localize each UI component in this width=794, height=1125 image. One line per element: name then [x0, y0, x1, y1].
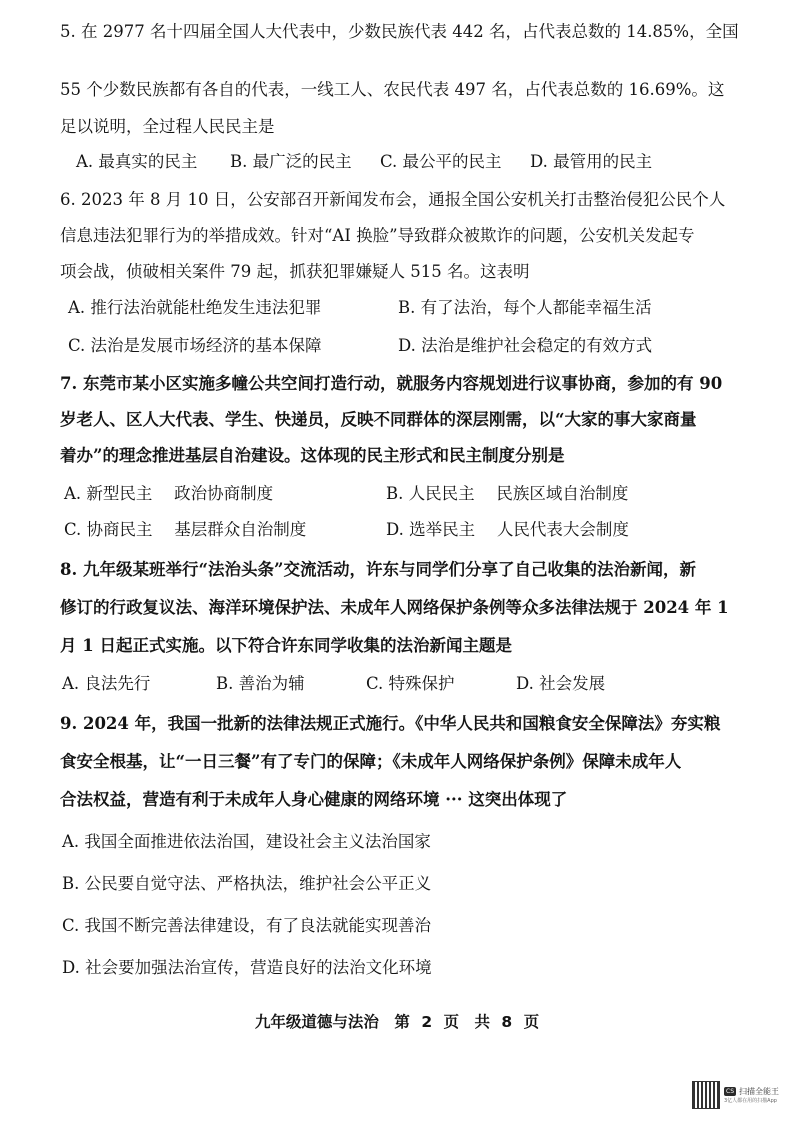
- q7-line-3: 着办”的理念推进基层自治建设。这体现的民主形式和民主制度分别是: [60, 446, 565, 465]
- q5-line-1: 5. 在 2977 名十四届全国人大代表中，少数民族代表 442 名，占代表总数的 14.85%，全国: [60, 22, 739, 41]
- q5-line-2: 55 个少数民族都有各自的代表，一线工人、农民代表 497 名，占代表总数的 16.69%。这: [60, 80, 725, 99]
- q5-option-b: B. 最广泛的民主: [230, 152, 352, 171]
- q8-option-a: A. 良法先行: [62, 674, 151, 693]
- q5-option-d: D. 最管用的民主: [530, 152, 653, 171]
- q6-option-a: A. 推行法治就能杜绝发生违法犯罪: [68, 298, 322, 317]
- q5-line-3: 足以说明，全过程人民民主是: [60, 117, 275, 136]
- q6-option-d: D. 法治是维护社会稳定的有效方式: [398, 336, 653, 355]
- q9-line-2: 食安全根基，让“一日三餐”有了专门的保障；《未成年人网络保护条例》保障未成年人: [60, 752, 682, 771]
- q9-option-b: B. 公民要自觉守法、严格执法，维护社会公平正义: [62, 874, 432, 893]
- page-footer: 九年级道德与法治 第 2 页 共 8 页: [254, 1013, 540, 1031]
- q6-option-c: C. 法治是发展市场经济的基本保障: [68, 336, 322, 355]
- scanner-tagline: 3亿人都在用的扫描App: [724, 1098, 777, 1104]
- scanner-brand-label: 扫描全能王: [739, 1087, 779, 1096]
- q8-line-1: 8. 九年级某班举行“法治头条”交流活动，许东与同学们分享了自己收集的法治新闻，新: [60, 560, 696, 579]
- q5-option-c: C. 最公平的民主: [380, 152, 502, 171]
- q7-option-d: D. 选举民主 人民代表大会制度: [386, 520, 629, 539]
- q5-option-a: A. 最真实的民主: [76, 152, 198, 171]
- q7-option-b: B. 人民民主 民族区域自治制度: [386, 484, 629, 503]
- q9-option-d: D. 社会要加强法治宣传，营造良好的法治文化环境: [62, 958, 432, 977]
- qr-code-icon: [692, 1081, 720, 1109]
- scanner-watermark: [692, 1080, 788, 1110]
- q7-option-c: C. 协商民主 基层群众自治制度: [64, 520, 307, 539]
- q8-option-b: B. 善治为辅: [216, 674, 305, 693]
- q8-option-c: C. 特殊保护: [366, 674, 455, 693]
- q8-line-3: 月 1 日起正式实施。以下符合许东同学收集的法治新闻主题是: [60, 636, 512, 655]
- q7-option-a: A. 新型民主 政治协商制度: [64, 484, 274, 503]
- camscanner-logo-icon: CS: [726, 1088, 734, 1095]
- q6-option-b: B. 有了法治，每个人都能幸福生活: [398, 298, 652, 317]
- q8-option-d: D. 社会发展: [516, 674, 606, 693]
- q7-line-2: 岁老人、区人大代表、学生、快递员，反映不同群体的深层刚需，以“大家的事大家商量: [60, 410, 697, 429]
- q9-option-a: A. 我国全面推进依法治国，建设社会主义法治国家: [62, 832, 431, 851]
- q6-line-2: 信息违法犯罪行为的举措成效。针对“AI 换脸”导致群众被欺诈的问题，公安机关发起专: [60, 226, 695, 245]
- q7-line-1: 7. 东莞市某小区实施多幢公共空间打造行动，就服务内容规划进行议事协商，参加的有 90: [60, 374, 723, 393]
- q9-option-c: C. 我国不断完善法律建设，有了良法就能实现善治: [62, 916, 432, 935]
- q9-line-3: 合法权益，营造有利于未成年人身心健康的网络环境 ··· 这突出体现了: [60, 790, 568, 809]
- q6-line-1: 6. 2023 年 8 月 10 日，公安部召开新闻发布会，通报全国公安机关打击整治侵犯公民个人: [60, 190, 726, 209]
- q9-line-1: 9. 2024 年，我国一批新的法律法规正式施行。《中华人民共和国粮食安全保障法》夯实粮: [60, 714, 721, 733]
- q6-line-3: 项会战，侦破相关案件 79 起，抓获犯罪嫌疑人 515 名。这表明: [60, 262, 530, 281]
- q8-line-2: 修订的行政复议法、海洋环境保护法、未成年人网络保护条例等众多法律法规于 2024 年 1: [60, 598, 729, 617]
